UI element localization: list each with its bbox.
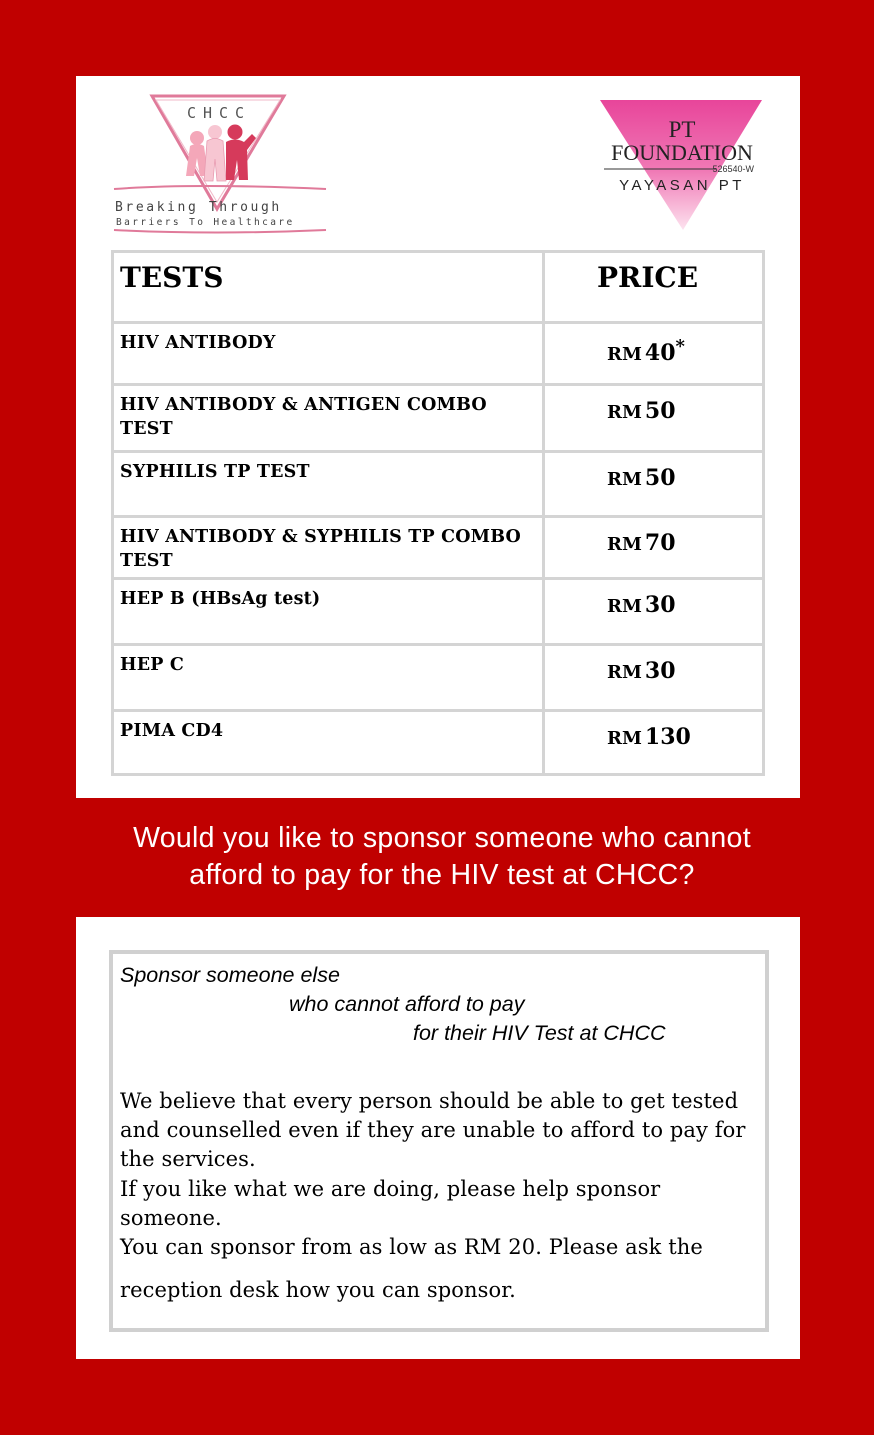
price-amount: 70 bbox=[644, 530, 676, 556]
price-cell bbox=[544, 579, 764, 645]
test-name-cell: HIV ANTIBODY & SYPHILIS TP COMBO TEST bbox=[113, 517, 544, 579]
price-amount: 130 bbox=[644, 724, 691, 750]
price-footnote-mark: * bbox=[675, 336, 685, 357]
price-cell bbox=[544, 452, 764, 517]
price-cell bbox=[544, 517, 764, 579]
sponsor-heading-line-1: Would you like to sponsor someone who cannot bbox=[133, 822, 751, 854]
sponsor-paragraph-3: You can sponsor from as low as RM 20. Please ask the bbox=[120, 1235, 703, 1260]
sponsor-paragraph-1: We believe that every person should be able to get tested and counselled even if they are unable to afford to pay for the services. bbox=[120, 1089, 746, 1172]
price-amount: 30 bbox=[644, 658, 676, 684]
price-cell bbox=[544, 385, 764, 452]
table-row bbox=[113, 385, 764, 452]
price-currency: RM bbox=[607, 402, 642, 423]
pt-foundation-logo bbox=[596, 96, 766, 236]
sponsor-panel bbox=[76, 917, 800, 1359]
price-amount: 50 bbox=[644, 465, 676, 491]
sponsor-paragraph-2: If you like what we are doing, please help sponsor someone. bbox=[120, 1176, 661, 1230]
test-name-cell: SYPHILIS TP TEST bbox=[113, 452, 544, 517]
price-panel bbox=[76, 76, 800, 798]
price-amount: 50 bbox=[644, 398, 676, 424]
test-name-cell: HEP C bbox=[113, 645, 544, 711]
test-name-cell: HEP B (HBsAg test) bbox=[113, 579, 544, 645]
price-cell bbox=[544, 323, 764, 385]
table-row bbox=[113, 711, 764, 775]
table-row bbox=[113, 579, 764, 645]
chcc-initials: CHCC bbox=[186, 104, 252, 122]
price-amount: 40 bbox=[644, 340, 676, 366]
table-row bbox=[113, 452, 764, 517]
price-amount: 30 bbox=[644, 592, 676, 618]
table-row bbox=[113, 517, 764, 579]
pt-logo-line1: PT bbox=[668, 117, 696, 142]
sponsor-box bbox=[109, 950, 769, 1332]
pt-logo-line3: YAYASAN PT bbox=[619, 177, 745, 194]
chcc-tagline-2: Barriers To Healthcare bbox=[116, 217, 295, 228]
pt-logo-reg: 526540-W bbox=[712, 164, 754, 174]
price-cell bbox=[544, 645, 764, 711]
table-header-row bbox=[113, 252, 764, 323]
chcc-logo bbox=[112, 94, 328, 234]
sponsor-body bbox=[120, 1087, 760, 1305]
price-currency: RM bbox=[607, 596, 642, 617]
price-table bbox=[111, 250, 765, 776]
chcc-tagline-1: Breaking Through bbox=[115, 200, 282, 215]
price-currency: RM bbox=[607, 728, 642, 749]
pt-logo-line2: FOUNDATION bbox=[611, 140, 753, 165]
sponsor-italic-line-2: who cannot afford to pay bbox=[289, 992, 525, 1016]
price-cell bbox=[544, 711, 764, 775]
sponsor-heading bbox=[0, 820, 874, 894]
sponsor-heading-line-2: afford to pay for the HIV test at CHCC? bbox=[189, 859, 695, 891]
test-name-cell: HIV ANTIBODY bbox=[113, 323, 544, 385]
price-currency: RM bbox=[607, 469, 642, 490]
price-currency: RM bbox=[607, 662, 642, 683]
sponsor-italic-line-1: Sponsor someone else bbox=[120, 963, 340, 987]
sponsor-paragraph-4: reception desk how you can sponsor. bbox=[120, 1278, 516, 1303]
table-row bbox=[113, 323, 764, 385]
price-currency: RM bbox=[607, 534, 642, 555]
header-tests: TESTS bbox=[113, 252, 544, 323]
test-name-cell: HIV ANTIBODY & ANTIGEN COMBO TEST bbox=[113, 385, 544, 452]
sponsor-italic-line-3: for their HIV Test at CHCC bbox=[413, 1021, 666, 1045]
header-price: PRICE bbox=[544, 252, 764, 323]
table-row bbox=[113, 645, 764, 711]
test-name-cell: PIMA CD4 bbox=[113, 711, 544, 775]
price-currency: RM bbox=[607, 344, 642, 365]
